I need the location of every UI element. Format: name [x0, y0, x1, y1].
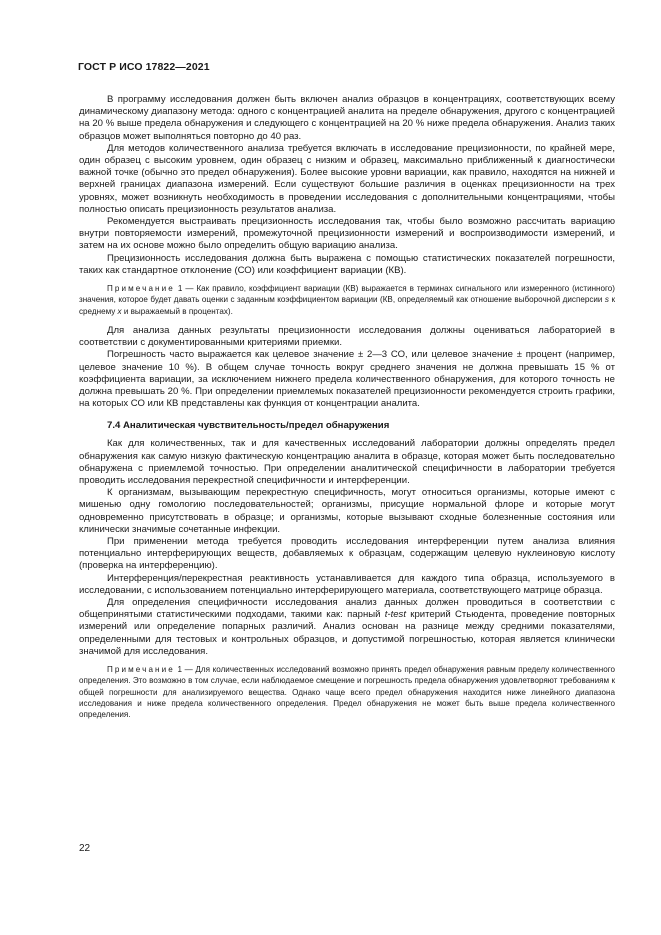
note-text: и выражаемый в процентах). [121, 306, 233, 316]
paragraph: Прецизионность исследования должна быть выражена с помощью статистических показателей погрешности, таких как стандартное отклонение (СО) или коэффициент вариации (КВ). [79, 252, 615, 276]
paragraph: В программу исследования должен быть включен анализ образцов в концентрациях, соответствующих всему динамическому диапазону метода: одного с концентрацией аналита на пределе обнаружения, другого с концентрацией на 20 % выше предела обнаружения и следующего с концентрацией на 20 % ниже предела обнаружения. Анализ таких образцов может выполняться повторно до 40 раз. [79, 94, 615, 142]
note-variable-x: x [117, 306, 122, 316]
note-label: Примечание [107, 665, 175, 675]
page-number: 22 [79, 843, 91, 854]
t-test-term: t-test [384, 609, 406, 621]
paragraph: Для методов количественного анализа требуется включать в исследование прецизионности, по крайней мере, один образец с высоким уровнем, один образец с низким и образец, максимально приближенный к диагностически важной точке (обычно это предел обнаружения). Более высокие уровни вариации, как правило, находятся на нижней и верхней границах диапазона измерений. Если существуют большие различия в оценках прецизионности на трех уровнях, может возникнуть необходимость в проведении исследования с дополнительными концентрациями, чтобы полностью описать прецизионность результатов анализа. [79, 142, 615, 215]
section-heading: 7.4 Аналитическая чувствительность/предел обнаружения [107, 420, 390, 432]
paragraph: К организмам, вызывающим перекрестную специфичность, могут относиться организмы, которые имеют с мишенью одну гомологию последовательностей; организмы, присущие нормальной флоре и которые могут одновременно присутствовать в образце; и организмы, которые вызывают сходные болезненные состояния или клинически значимые сочетанные инфекции. [79, 487, 615, 535]
paragraph: Интерференция/перекрестная реактивность устанавливается для каждого типа образца, используемого в исследовании, с использованием потенциально интерферирующего материала, соответствующего матрице образца. [79, 572, 615, 596]
note-detection-limit [79, 664, 615, 720]
note-variation-coefficient [79, 283, 615, 317]
document-body [79, 94, 615, 729]
paragraph-text: Для определения специфичности исследования анализ данных должен проводиться в соответствии с общепринятыми статистическими подходами, такими как: парный [79, 597, 615, 621]
paragraph: Рекомендуется выстраивать прецизионность исследования так, чтобы было возможно рассчитать вариацию внутри повторяемости измерений, промежуточной прецизионности измерений и воспроизводимости измерений, и затем на их основе можно было определить общую вариацию анализа. [79, 216, 615, 252]
paragraph: Как для количественных, так и для качественных исследований лаборатории должны определять предел обнаружения как самую низкую фактическую концентрацию аналита в образце, которая может быть последовательно обнаружена с приемлемой точностью. При определении аналитической специфичности в лаборатории требуется проводить исследования перекрестной специфичности и интерференции. [79, 438, 615, 486]
paragraph-t-test [79, 597, 615, 658]
note-text: к среднему [79, 295, 615, 316]
note-variable-s: s [604, 295, 609, 305]
paragraph-text: критерий Стьюдента, проведение повторных измерений или определение попарных различий. Анализ основан на разнице между средними показателями, определенными для тестовых и контрольных образцов, и допустимой погрешностью, которая является клинически значимой для исследования. [79, 609, 615, 657]
note-text: 1 — Как правило, коэффициент вариации (КВ) выражается в терминах сигнального или измеренного (истинного) значения, которое будет давать оценки с заданным коэффициентом вариации (КВ, определяемый как отношение выборочной дисперсии [79, 284, 615, 305]
document-header: ГОСТ Р ИСО 17822—2021 [78, 61, 210, 73]
paragraph: Погрешность часто выражается как целевое значение ± 2—3 СО, или целевое значение ± процент (например, целевое значение 10 %). В общем случае точность вокруг среднего значения не должна превышать 15 % от коэффициента вариации, за исключением нижнего предела количественного обнаружения, для которого точность не должна превышать 20 %. При определении приемлемых показателей прецизионности рекомендуется строить графики, на которых СО или КВ представлены как функция от концентрации аналита. [79, 349, 615, 410]
note-label: Примечание [107, 284, 175, 294]
paragraph: Для анализа данных результаты прецизионности исследования должны оцениваться лабораторией в соответствии с документированными критериями приемки. [79, 324, 615, 349]
paragraph: При применении метода требуется проводить исследования интерференции путем анализа влияния потенциально интерферирующих веществ, добавляемых к образцам, содержащим целевую нуклеиновую кислоту (проверка на интерференцию). [79, 535, 615, 572]
note-text: 1 — Для количественных исследований возможно принять предел обнаружения равным пределу количественного определения. Это возможно в том случае, если наблюдаемое смещение и погрешность предела обнаружения удовлетворяют требованиям к общей погрешности для анализируемого вещества. Однако чаще всего предел обнаружения находится ниже линейного диапазона исследования и ниже предела количественного определения. Предел обнаружения не может быть выше предела количественного определения. [79, 665, 615, 720]
